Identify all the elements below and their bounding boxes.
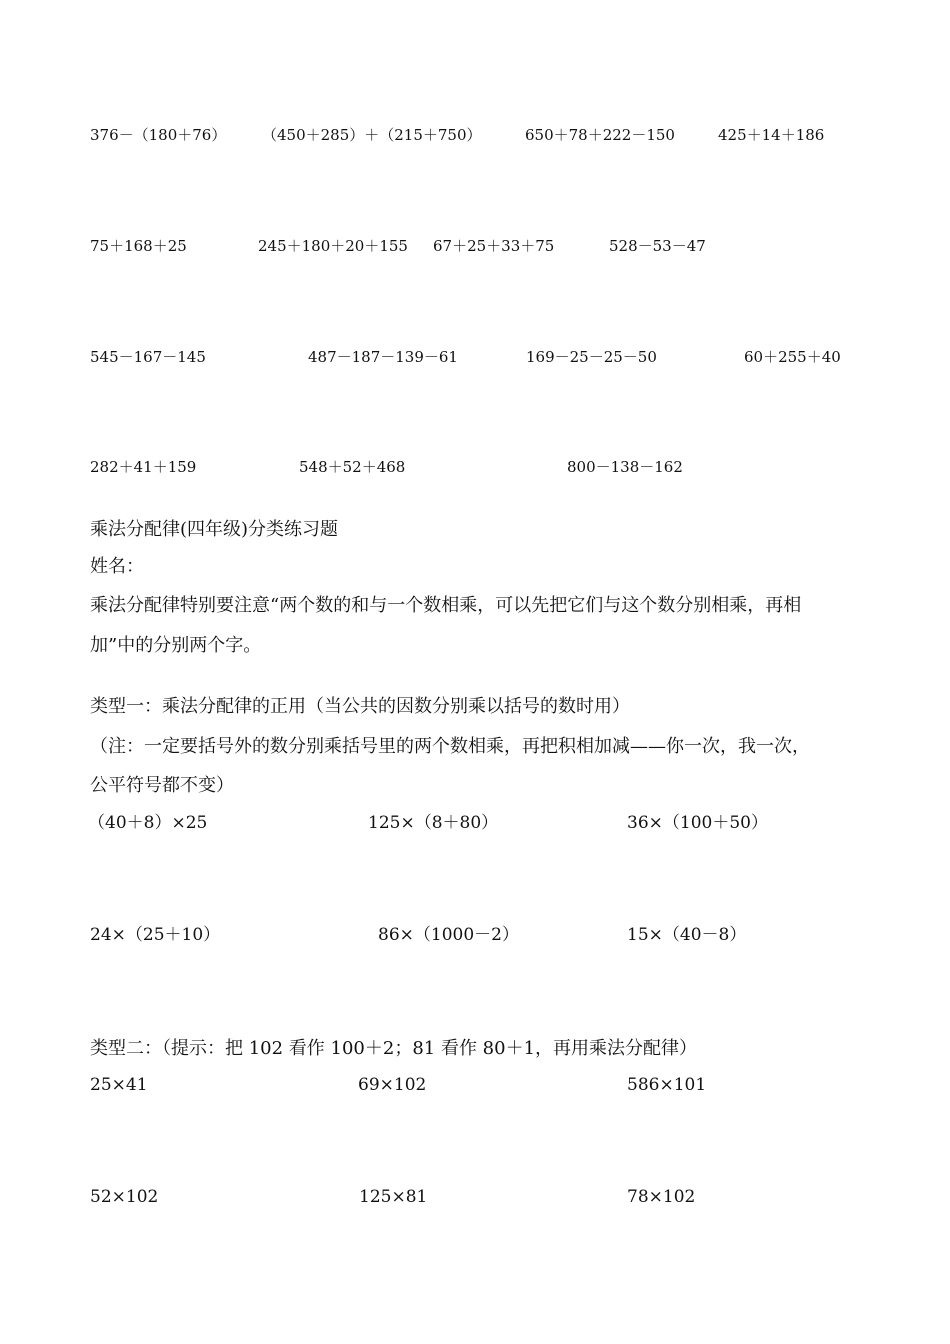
problem: 548＋52＋468: [299, 458, 406, 476]
problem: 60＋255＋40: [744, 348, 841, 366]
problem: 15×（40－8）: [627, 925, 747, 945]
problem: 25×41: [90, 1075, 148, 1095]
problem: 282＋41＋159: [90, 458, 197, 476]
type2-heading: 类型二：（提示：把 102 看作 100＋2；81 看作 80＋1，再用乘法分配律）: [90, 1038, 698, 1059]
problem: 36×（100＋50）: [627, 813, 768, 833]
problem: 125×（8＋80）: [368, 813, 499, 833]
problem: 650＋78＋222－150: [525, 126, 675, 144]
intro-text-line2: 加”中的分别两个字。: [90, 635, 262, 656]
problem: （40＋8）×25: [88, 813, 208, 833]
name-label: 姓名：: [90, 556, 144, 577]
problem: 425＋14＋186: [718, 126, 825, 144]
type1-note-line1: （注：一定要括号外的数分别乘括号里的两个数相乘，再把积相加减——你一次，我一次，: [90, 736, 810, 757]
section-title: 乘法分配律(四年级)分类练习题: [90, 519, 339, 540]
problem: 69×102: [358, 1075, 427, 1095]
problem: 376－（180＋76）: [90, 126, 227, 144]
problem: 169－25－25－50: [526, 348, 657, 366]
problem: 24×（25＋10）: [90, 925, 221, 945]
problem: 52×102: [90, 1187, 159, 1207]
type1-heading: 类型一：乘法分配律的正用（当公共的因数分别乘以括号的数时用）: [90, 696, 630, 717]
problem: 75＋168＋25: [90, 237, 187, 255]
problem: （450＋285）＋（215＋750）: [262, 126, 482, 144]
intro-text-line1: 乘法分配律特别要注意“两个数的和与一个数相乘，可以先把它们与这个数分别相乘，再相: [90, 595, 802, 616]
problem: 487－187－139－61: [308, 348, 458, 366]
problem: 245＋180＋20＋155: [258, 237, 408, 255]
problem: 586×101: [627, 1075, 707, 1095]
problem: 78×102: [627, 1187, 696, 1207]
type1-note-line2: 公平符号都不变）: [90, 775, 234, 796]
problem: 528－53－47: [609, 237, 706, 255]
problem: 800－138－162: [567, 458, 683, 476]
problem: 86×（1000－2）: [378, 925, 519, 945]
problem: 125×81: [359, 1187, 428, 1207]
problem: 545－167－145: [90, 348, 206, 366]
problem: 67＋25＋33＋75: [433, 237, 555, 255]
